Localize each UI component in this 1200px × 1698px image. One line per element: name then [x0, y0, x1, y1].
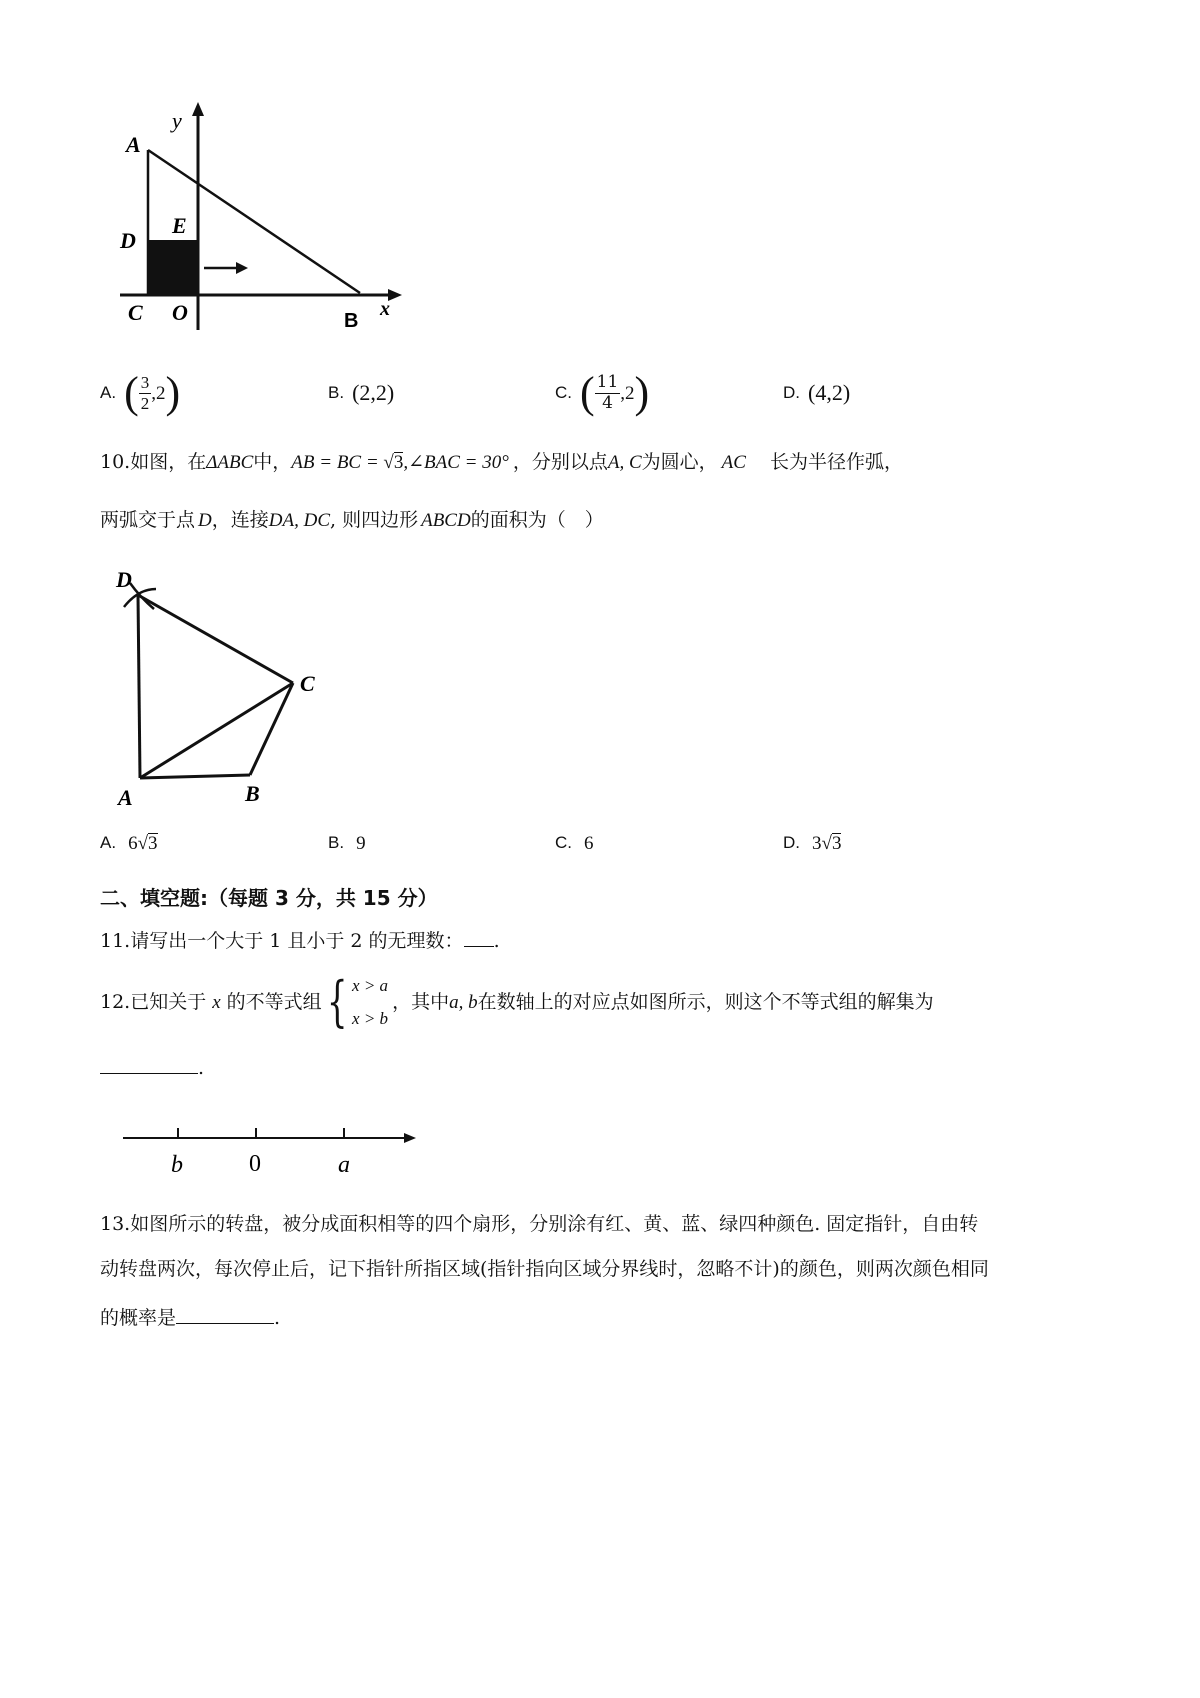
label-y: y: [172, 108, 182, 133]
q12-text: 12.已知关于: [100, 990, 207, 1013]
q10-line-2: [100, 511, 604, 530]
rectangle-cdeo: [148, 240, 198, 295]
q12-text: 的不等式组: [226, 990, 322, 1013]
q12-text: ，其中: [392, 990, 450, 1013]
option-label: A.: [100, 833, 117, 852]
q12-inequality-1: x > a: [352, 976, 389, 995]
q9-option-d[interactable]: [783, 368, 850, 418]
option-value: (2,2): [352, 380, 395, 405]
q12-ab: a, b: [449, 991, 478, 1013]
q11-text: 11.请写出一个大于 1 且小于 2 的无理数：: [100, 930, 464, 952]
q12-inequalities: [352, 977, 388, 1027]
q10-quadrilateral: ABCD: [421, 510, 471, 531]
q10-option-a[interactable]: [100, 830, 158, 856]
x-axis-arrow: [388, 289, 402, 301]
option-label: D.: [783, 833, 800, 852]
q13-line-2: 动转盘两次，每次停止后，记下指针所指区域(指针指向区域分界线时，忽略不计)的颜色，则两次颜色相同: [100, 1258, 989, 1280]
option-coefficient: 3: [812, 832, 822, 854]
q12-answer-line: [100, 1055, 204, 1078]
option-value: 9: [356, 832, 366, 854]
label-b: B: [245, 781, 260, 806]
q10-text: 中，: [253, 451, 292, 473]
q10-point: D: [198, 510, 212, 531]
q13-line-3: [100, 1305, 280, 1328]
q10-text: 10.如图，在: [100, 451, 207, 473]
q9-option-b[interactable]: [328, 368, 394, 418]
q12-brace: {: [326, 970, 348, 1033]
option-coefficient: 6: [128, 832, 138, 854]
q10-text: , 则四边形: [330, 509, 419, 531]
figure-q10: [110, 565, 340, 810]
label-d: D: [120, 228, 136, 253]
option-value: 6: [584, 832, 594, 854]
q10-text: 长为半径作弧，: [769, 451, 903, 473]
option-label: B.: [328, 833, 345, 852]
label-e: E: [172, 213, 187, 238]
number-line: [118, 1120, 428, 1180]
paren-right: ): [634, 368, 650, 417]
q10-line-1: [100, 452, 903, 472]
q12-text: 在数轴上的对应点如图所示，则这个不等式组的解集为: [477, 990, 934, 1013]
option-tail: ,2: [620, 382, 635, 404]
q12-inequality-2: x > b: [352, 1009, 389, 1028]
q11-answer-blank[interactable]: [464, 928, 494, 947]
label-0: 0: [249, 1151, 261, 1177]
q10-option-d[interactable]: [783, 830, 841, 856]
sqrt-radicand: 3: [393, 452, 404, 473]
option-label: C.: [555, 383, 572, 402]
label-a: A: [118, 785, 133, 810]
segment-ab: [140, 775, 250, 778]
q12: [100, 972, 934, 1032]
q10-angle: ,∠BAC = 30°: [403, 452, 509, 473]
label-b: B: [344, 310, 359, 332]
q10-segment: AC: [721, 452, 746, 473]
y-axis-arrow: [192, 102, 204, 116]
option-value: (4,2): [808, 380, 851, 405]
q11-end: .: [493, 930, 500, 952]
option-label: D.: [783, 383, 800, 402]
label-a: A: [126, 132, 141, 157]
sqrt-symbol: √: [821, 832, 832, 854]
q10-text: 两弧交于点: [100, 509, 196, 531]
numerator: 3: [140, 372, 150, 392]
section-heading: 二、填空题:（每题 3 分，共 15 分）: [100, 886, 438, 910]
label-c: C: [300, 671, 315, 696]
q10-segments: DA, DC: [268, 510, 330, 531]
paren-right: ): [165, 368, 181, 417]
number-line-arrow: [404, 1133, 416, 1143]
sqrt-symbol: √: [383, 452, 394, 473]
motion-arrowhead: [236, 262, 248, 274]
q13-answer-blank[interactable]: [176, 1305, 274, 1324]
q13-text: 的概率是: [100, 1307, 177, 1329]
fraction: [595, 371, 621, 413]
q10-condition: AB = BC =: [291, 452, 384, 473]
q10-text: ，连接: [211, 509, 269, 531]
q10-text: ，分别以点: [512, 451, 608, 473]
denominator: 2: [140, 393, 150, 413]
q12-answer-blank[interactable]: [100, 1055, 198, 1074]
label-d: D: [116, 567, 132, 592]
sqrt-radicand: 3: [831, 833, 842, 854]
q13-line-1: 13.如图所示的转盘，被分成面积相等的四个扇形，分别涂有红、黄、蓝、绿四种颜色. 固定指针，自由转: [100, 1213, 979, 1235]
label-c: C: [128, 300, 143, 325]
q10-option-b[interactable]: [328, 830, 366, 856]
q11: [100, 928, 500, 951]
q9-option-c[interactable]: [555, 368, 649, 418]
label-b: b: [171, 1152, 183, 1178]
q12-end: .: [198, 1057, 205, 1079]
q10-points: A, C: [607, 452, 642, 473]
figure-q9: [110, 100, 420, 350]
option-label: B.: [328, 383, 345, 402]
sqrt-radicand: 3: [148, 833, 158, 854]
q9-option-a[interactable]: [100, 368, 180, 418]
q10-triangle: ΔABC: [206, 452, 254, 473]
label-x: x: [380, 298, 390, 320]
numerator: 11: [596, 371, 619, 392]
q10-text: 的面积为（ ）: [470, 509, 604, 531]
label-o: O: [172, 300, 188, 325]
label-a: a: [338, 1152, 350, 1178]
sqrt-symbol: √: [137, 832, 148, 854]
option-tail: ,2: [151, 382, 166, 404]
segment-dc: [138, 595, 293, 683]
paren-left: (: [580, 368, 595, 417]
q12-variable: x: [212, 991, 221, 1013]
paren-left: (: [124, 368, 139, 417]
q13-end: .: [274, 1307, 281, 1329]
option-label: A.: [100, 383, 117, 402]
option-label: C.: [555, 833, 572, 852]
q10-text: 为圆心，: [641, 451, 718, 473]
segment-da: [138, 595, 140, 778]
fraction: [139, 374, 152, 413]
q10-option-c[interactable]: [555, 830, 594, 856]
denominator: 4: [602, 392, 613, 413]
